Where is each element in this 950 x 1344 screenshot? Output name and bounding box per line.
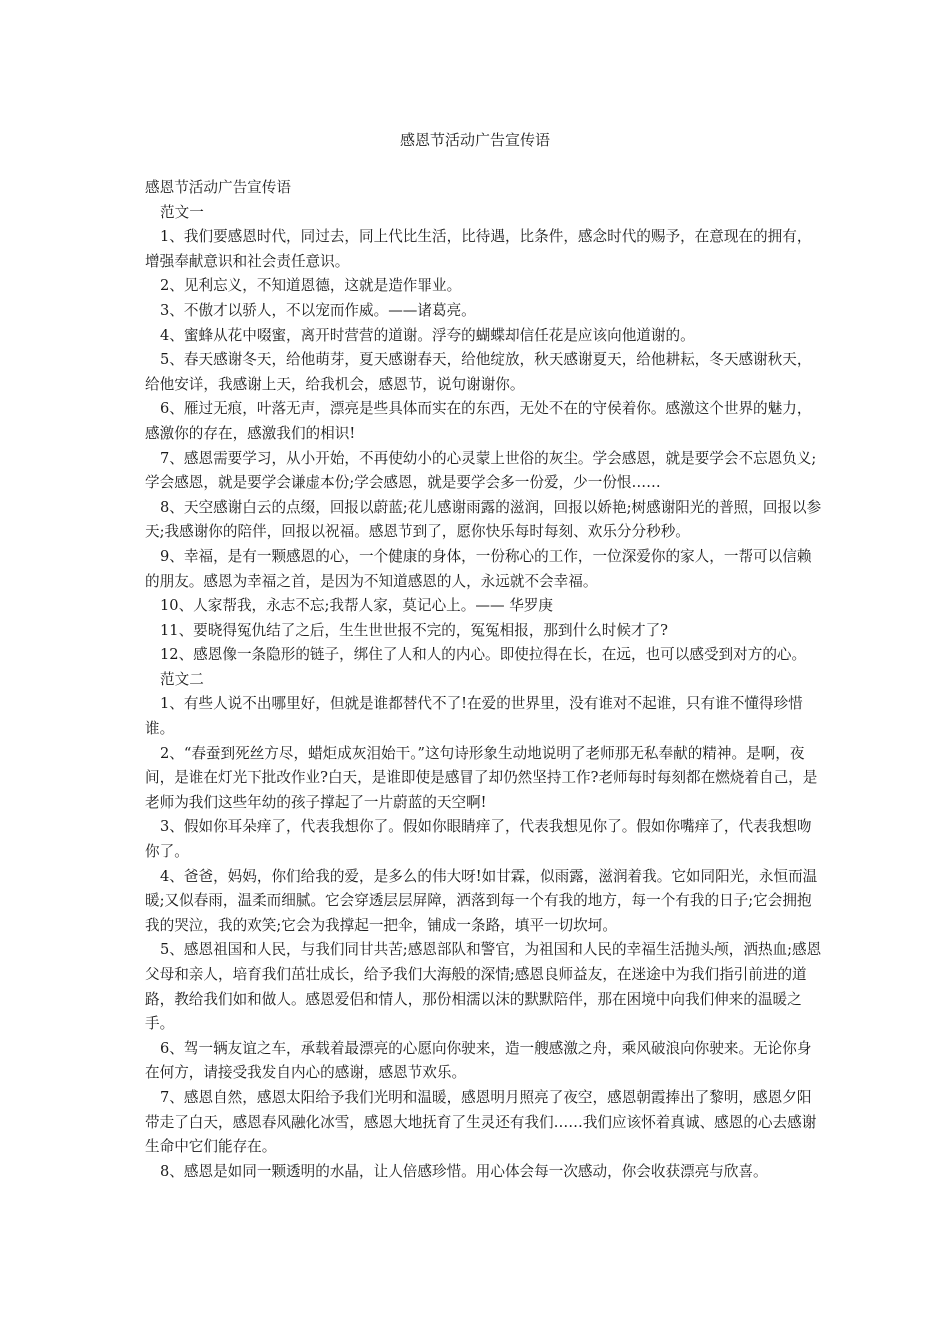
paragraph: 9、幸福，是有一颗感恩的心，一个健康的身体，一份称心的工作，一位深爱你的家人，一帮可以信赖的朋友。感恩为幸福之首，是因为不知道感恩的人，永远就不会幸福。 bbox=[145, 547, 812, 590]
paragraph: 3、不傲才以骄人，不以宠而作威。——诸葛亮。 bbox=[160, 301, 476, 319]
paragraph: 4、爸爸，妈妈，你们给我的爱，是多么的伟大呀!如甘霖，似雨露，滋润着我。它如同阳光，永恒而温暖;又似春雨，温柔而细腻。它会穿透层层屏障，洒落到每一个有我的地方，每一个有我的日子;它会拥抱我的哭泣，我的欢笑;它会为我撑起一把伞，铺成一条路，填平一切坎坷。 bbox=[145, 867, 818, 934]
section-label-2: 范文二 bbox=[160, 670, 204, 688]
paragraph: 11、要晓得冤仇结了之后，生生世世报不完的，冤冤相报，那到什么时候才了? bbox=[160, 621, 668, 639]
paragraph: 8、感恩是如同一颗透明的水晶，让人倍感珍惜。用心体会每一次感动，你会收获漂亮与欣喜。 bbox=[160, 1162, 768, 1180]
paragraph: 8、天空感谢白云的点缀，回报以蔚蓝;花儿感谢雨露的滋润，回报以娇艳;树感谢阳光的普照，回报以参天;我感谢你的陪伴，回报以祝福。感恩节到了，愿你快乐每时每刻、欢乐分分秒秒。 bbox=[145, 498, 822, 541]
paragraph: 3、假如你耳朵痒了，代表我想你了。假如你眼睛痒了，代表我想见你了。假如你嘴痒了，代表我想吻你了。 bbox=[145, 818, 812, 861]
document-body bbox=[145, 176, 825, 1184]
paragraph: 6、驾一辆友谊之车，承载着最漂亮的心愿向你驶来，造一艘感激之舟，乘风破浪向你驶来。无论你身在何方，请接受我发自内心的感谢，感恩节欢乐。 bbox=[145, 1039, 812, 1082]
document-heading: 感恩节活动广告宣传语 bbox=[145, 179, 291, 196]
paragraph: 4、蜜蜂从花中啜蜜，离开时营营的道谢。浮夸的蝴蝶却信任花是应该向他道谢的。 bbox=[160, 326, 695, 344]
paragraph: 2、见利忘义，不知道恩德，这就是造作罪业。 bbox=[160, 277, 462, 295]
paragraph: 2、“春蚕到死丝方尽，蜡炬成灰泪始干。”这句诗形象生动地说明了老师那无私奉献的精神。是啊，夜间，是谁在灯光下批改作业?白天，是谁即使是感冒了却仍然坚持工作?老师每时每刻都在燃烧着自己，是老师为我们这些年幼的孩子撑起了一片蔚蓝的天空啊! bbox=[145, 744, 818, 811]
paragraph: 7、感恩自然，感恩太阳给予我们光明和温暖，感恩明月照亮了夜空，感恩朝霞捧出了黎明，感恩夕阳带走了白天，感恩春风融化冰雪，感恩大地抚育了生灵还有我们……我们应该怀着真诚、感恩的心去感谢生命中它们能存在。 bbox=[145, 1088, 817, 1156]
paragraph: 12、感恩像一条隐形的链子，绑住了人和人的内心。即使拉得在长，在远，也可以感受到对方的心。 bbox=[160, 646, 807, 664]
paragraph: 6、雁过无痕，叶落无声，漂亮是些具体而实在的东西，无处不在的守侯着你。感激这个世界的魅力，感激你的存在，感激我们的相识! bbox=[145, 400, 812, 442]
page-title: 感恩节活动广告宣传语 bbox=[399, 131, 550, 149]
paragraph: 5、感恩祖国和人民，与我们同甘共苦;感恩部队和警官，为祖国和人民的幸福生活抛头颅，洒热血;感恩父母和亲人，培育我们茁壮成长，给予我们大海般的深情;感恩良师益友，在迷途中为我们指引前进的道路，教给我们如和做人。感恩爱侣和情人，那份相濡以沫的默默陪伴，那在困境中向我们伸来的温暖之手。 bbox=[145, 941, 822, 1033]
paragraph: 1、我们要感恩时代，同过去，同上代比生活，比待遇，比条件，感念时代的赐予，在意现在的拥有，增强奉献意识和社会责任意识。 bbox=[145, 228, 812, 270]
section-label-1: 范文一 bbox=[160, 203, 204, 221]
paragraph: 1、有些人说不出哪里好，但就是谁都替代不了!在爱的世界里，没有谁对不起谁，只有谁不懂得珍惜谁。 bbox=[145, 695, 803, 738]
paragraph: 7、感恩需要学习，从小开始，不再使幼小的心灵蒙上世俗的灰尘。学会感恩，就是要学会不忘恩负义;学会感恩，就是要学会谦虚本份;学会感恩，就是要学会多一份爱，少一份恨…… bbox=[145, 449, 817, 492]
paragraph: 10、人家帮我，永志不忘;我帮人家，莫记心上。—— 华罗庚 bbox=[160, 597, 553, 615]
paragraph: 5、春天感谢冬天，给他萌芽，夏天感谢春天，给他绽放，秋天感谢夏天，给他耕耘，冬天感谢秋天，给他安详，我感谢上天，给我机会，感恩节，说句谢谢你。 bbox=[145, 351, 812, 393]
